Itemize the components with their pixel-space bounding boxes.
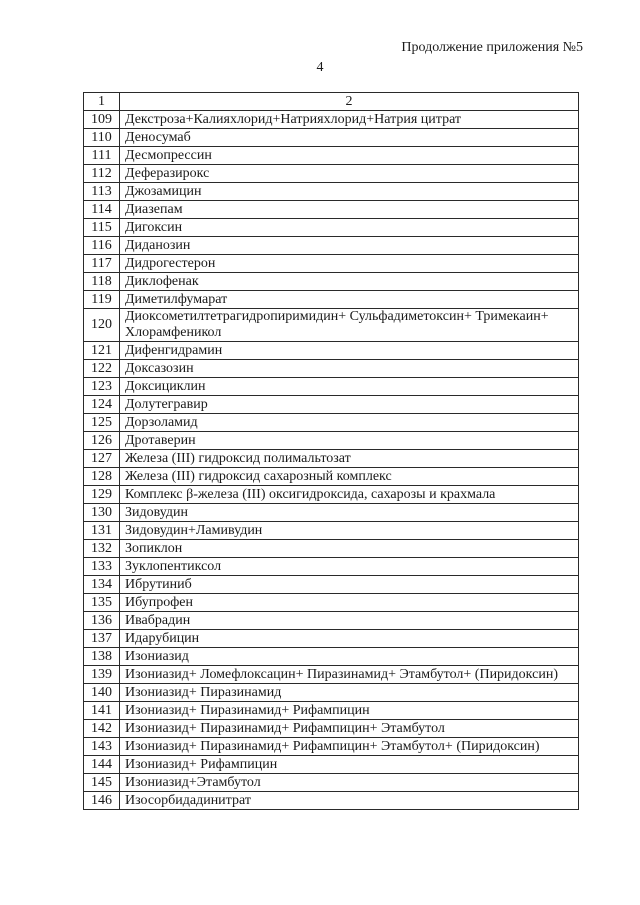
row-number: 139 <box>84 666 120 684</box>
table-row <box>84 255 579 273</box>
drug-name: Доксазозин <box>120 360 579 378</box>
table-row <box>84 450 579 468</box>
row-number: 115 <box>84 219 120 237</box>
row-number: 123 <box>84 378 120 396</box>
table-row <box>84 756 579 774</box>
table-row <box>84 774 579 792</box>
drug-name: Изониазид+ Пиразинамид+ Рифампицин <box>120 702 579 720</box>
table-row <box>84 309 579 342</box>
row-number: 138 <box>84 648 120 666</box>
drug-name: Изониазид+ Пиразинамид+ Рифампицин+ Этамбутол <box>120 720 579 738</box>
row-number: 127 <box>84 450 120 468</box>
row-number: 117 <box>84 255 120 273</box>
drug-name: Деносумаб <box>120 129 579 147</box>
table-row <box>84 396 579 414</box>
table-row <box>84 129 579 147</box>
table-row <box>84 630 579 648</box>
drug-name: Диданозин <box>120 237 579 255</box>
drug-name: Изониазид+ Пиразинамид+ Рифампицин+ Этамбутол+ (Пиридоксин) <box>120 738 579 756</box>
table-row <box>84 201 579 219</box>
table-row <box>84 291 579 309</box>
drug-name: Ибупрофен <box>120 594 579 612</box>
row-number: 116 <box>84 237 120 255</box>
table-row <box>84 558 579 576</box>
row-number: 118 <box>84 273 120 291</box>
table-row <box>84 183 579 201</box>
drug-table <box>83 92 579 810</box>
row-number: 140 <box>84 684 120 702</box>
drug-name: Дорзоламид <box>120 414 579 432</box>
row-number: 131 <box>84 522 120 540</box>
page-number: 4 <box>316 60 324 75</box>
drug-name: Изониазид+Этамбутол <box>120 774 579 792</box>
drug-name: Изониазид <box>120 648 579 666</box>
table-row <box>84 522 579 540</box>
table-row <box>84 540 579 558</box>
table-row <box>84 594 579 612</box>
row-number: 135 <box>84 594 120 612</box>
drug-name: Зопиклон <box>120 540 579 558</box>
row-number: 146 <box>84 792 120 810</box>
row-number: 143 <box>84 738 120 756</box>
table-row <box>84 111 579 129</box>
row-number: 130 <box>84 504 120 522</box>
drug-name: Долутегравир <box>120 396 579 414</box>
row-number: 120 <box>84 309 120 342</box>
table-row <box>84 666 579 684</box>
row-number: 111 <box>84 147 120 165</box>
row-number: 129 <box>84 486 120 504</box>
row-number: 113 <box>84 183 120 201</box>
row-number: 137 <box>84 630 120 648</box>
row-number: 128 <box>84 468 120 486</box>
row-number: 132 <box>84 540 120 558</box>
table-row <box>84 219 579 237</box>
drug-name: Дифенгидрамин <box>120 342 579 360</box>
table-row <box>84 237 579 255</box>
table-row <box>84 504 579 522</box>
row-number: 109 <box>84 111 120 129</box>
row-number: 121 <box>84 342 120 360</box>
table-row <box>84 414 579 432</box>
drug-name: Дидрогестерон <box>120 255 579 273</box>
drug-name: Деферазирокс <box>120 165 579 183</box>
table-row <box>84 147 579 165</box>
drug-name: Доксициклин <box>120 378 579 396</box>
table-row <box>84 273 579 291</box>
row-number: 110 <box>84 129 120 147</box>
row-number: 145 <box>84 774 120 792</box>
drug-name: Ибрутиниб <box>120 576 579 594</box>
drug-name: Диметилфумарат <box>120 291 579 309</box>
drug-name: Изониазид+ Рифампицин <box>120 756 579 774</box>
table-row <box>84 360 579 378</box>
table-header-row <box>84 93 579 111</box>
drug-name: Зуклопентиксол <box>120 558 579 576</box>
row-number: 125 <box>84 414 120 432</box>
table-row <box>84 165 579 183</box>
table-row <box>84 432 579 450</box>
drug-name: Дротаверин <box>120 432 579 450</box>
drug-name: Изониазид+ Ломефлоксацин+ Пиразинамид+ Этамбутол+ (Пиридоксин) <box>120 666 579 684</box>
drug-name: Зидовудин+Ламивудин <box>120 522 579 540</box>
table-row <box>84 612 579 630</box>
drug-name: Изосорбидадинитрат <box>120 792 579 810</box>
drug-name: Дигоксин <box>120 219 579 237</box>
drug-name: Диоксометилтетрагидропиримидин+ Сульфадиметоксин+ Тримекаин+ Хлорамфеникол <box>120 309 579 342</box>
drug-name: Железа (III) гидроксид сахарозный комплекс <box>120 468 579 486</box>
drug-name: Ивабрадин <box>120 612 579 630</box>
table-row <box>84 468 579 486</box>
drug-name: Зидовудин <box>120 504 579 522</box>
column-header-number: 1 <box>84 93 120 111</box>
drug-name: Железа (III) гидроксид полимальтозат <box>120 450 579 468</box>
column-header-name: 2 <box>120 93 579 111</box>
drug-name: Джозамицин <box>120 183 579 201</box>
row-number: 134 <box>84 576 120 594</box>
row-number: 124 <box>84 396 120 414</box>
table-row <box>84 720 579 738</box>
table-row <box>84 486 579 504</box>
row-number: 142 <box>84 720 120 738</box>
table-row <box>84 378 579 396</box>
table-row <box>84 738 579 756</box>
row-number: 112 <box>84 165 120 183</box>
document-header: Продолжение приложения №5 <box>401 40 583 55</box>
row-number: 141 <box>84 702 120 720</box>
row-number: 126 <box>84 432 120 450</box>
drug-name: Изониазид+ Пиразинамид <box>120 684 579 702</box>
row-number: 144 <box>84 756 120 774</box>
drug-name: Десмопрессин <box>120 147 579 165</box>
table-row <box>84 342 579 360</box>
table-row <box>84 684 579 702</box>
drug-name: Декстроза+Калияхлорид+Натрияхлорид+Натрия цитрат <box>120 111 579 129</box>
drug-name: Комплекс β-железа (III) оксигидроксида, сахарозы и крахмала <box>120 486 579 504</box>
drug-name: Идарубицин <box>120 630 579 648</box>
row-number: 133 <box>84 558 120 576</box>
table-row <box>84 792 579 810</box>
drug-name: Диклофенак <box>120 273 579 291</box>
table-row <box>84 576 579 594</box>
drug-name: Диазепам <box>120 201 579 219</box>
row-number: 119 <box>84 291 120 309</box>
row-number: 114 <box>84 201 120 219</box>
row-number: 122 <box>84 360 120 378</box>
table-body <box>84 111 579 810</box>
table-row <box>84 702 579 720</box>
row-number: 136 <box>84 612 120 630</box>
table-row <box>84 648 579 666</box>
